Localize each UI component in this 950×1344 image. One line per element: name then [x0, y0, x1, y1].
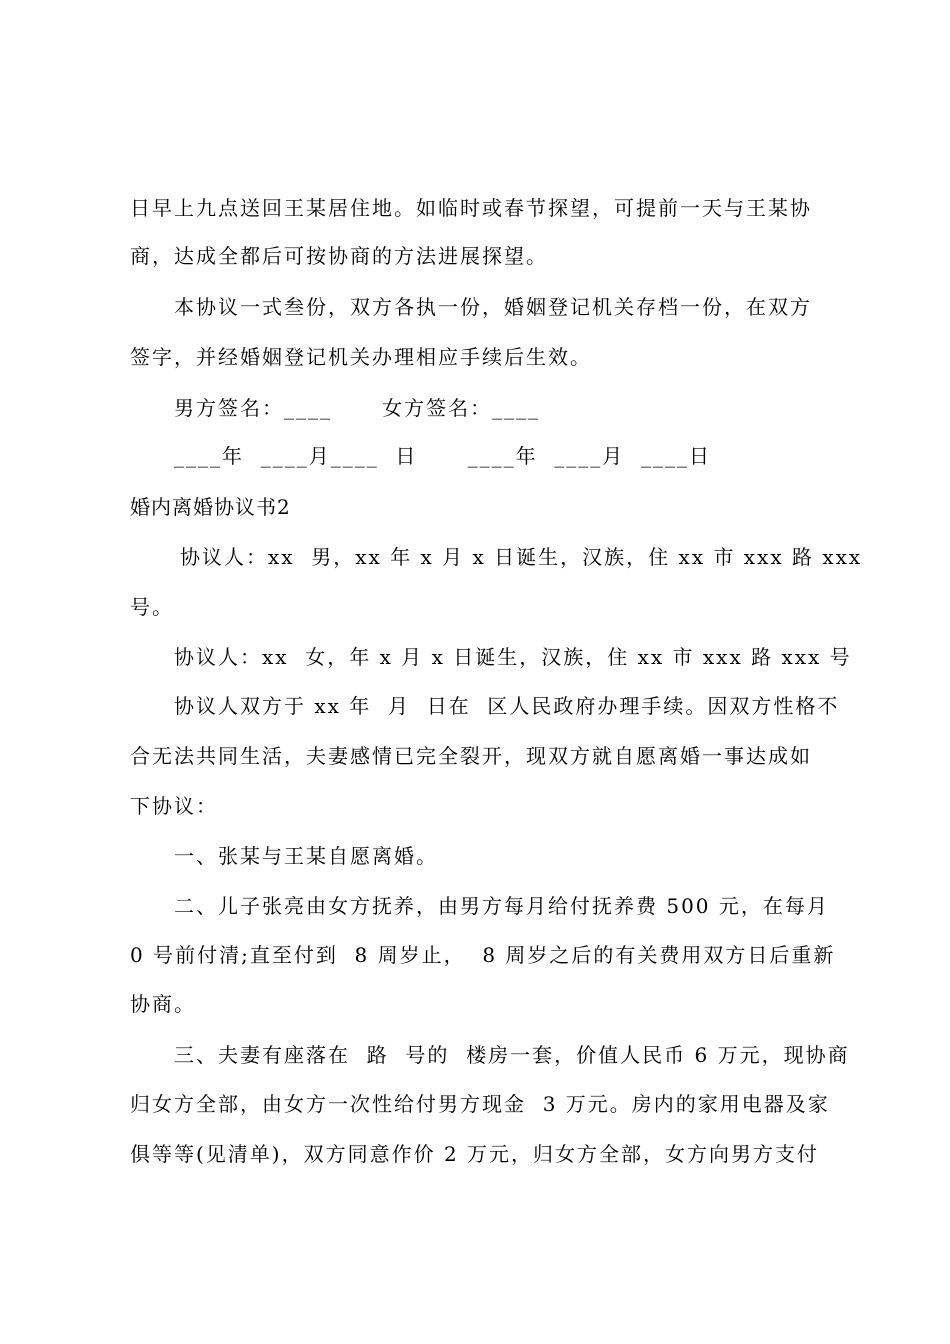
paragraph-line: 协议人：xx 男，xx 年 x 月 x 日诞生，汉族，住 xx 市 xxx 路 xxx — [180, 545, 863, 569]
paragraph-line: 签字，并经婚姻登记机关办理相应手续后生效。 — [130, 345, 592, 369]
paragraph-line: 号。 — [130, 595, 174, 619]
paragraph-line: 协议人：xx 女，年 x 月 x 日诞生，汉族，住 xx 市 xxx 路 xxx 号 — [174, 645, 852, 669]
paragraph-line: 协议人双方于 xx 年 月 日在 区人民政府办理手续。因双方性格不 — [174, 694, 840, 718]
paragraph-line: 归女方全部，由女方一次性给付男方现金 3 万元。房内的家用电器及家 — [130, 1092, 830, 1116]
paragraph-line: 协商。 — [130, 992, 196, 1016]
date-line: ____年 ____月____ 日 ____年 ____月 ____日 — [174, 444, 712, 468]
paragraph-line: 合无法共同生活，夫妻感情已完全裂开，现双方就自愿离婚一事达成如 — [130, 744, 812, 768]
list-item: 一、张某与王某自愿离婚。 — [174, 844, 438, 868]
paragraph-line: 日早上九点送回王某居住地。如临时或春节探望，可提前一天与王某协 — [130, 196, 812, 220]
paragraph-line: 商，达成全都后可按协商的方法进展探望。 — [130, 244, 548, 268]
list-item: 三、夫妻有座落在 路 号的 楼房一套，价值人民币 6 万元，现协商 — [174, 1043, 850, 1067]
paragraph-line: 下协议： — [130, 794, 218, 818]
signature-line: 男方签名：____ 女方签名：____ — [174, 396, 541, 420]
paragraph-line: 本协议一式叁份，双方各执一份，婚姻登记机关存档一份，在双方 — [174, 295, 812, 319]
list-item: 二、儿子张亮由女方抚养，由男方每月给付抚养费 500 元，在每月 — [174, 894, 829, 918]
paragraph-line: 俱等等(见清单)，双方同意作价 2 万元，归女方全部，女方向男方支付 — [130, 1142, 820, 1166]
paragraph-line: 0 号前付清;直至付到 8 周岁止， 8 周岁之后的有关费用双方日后重新 — [130, 943, 836, 967]
section-title: 婚内离婚协议书2 — [130, 495, 291, 519]
